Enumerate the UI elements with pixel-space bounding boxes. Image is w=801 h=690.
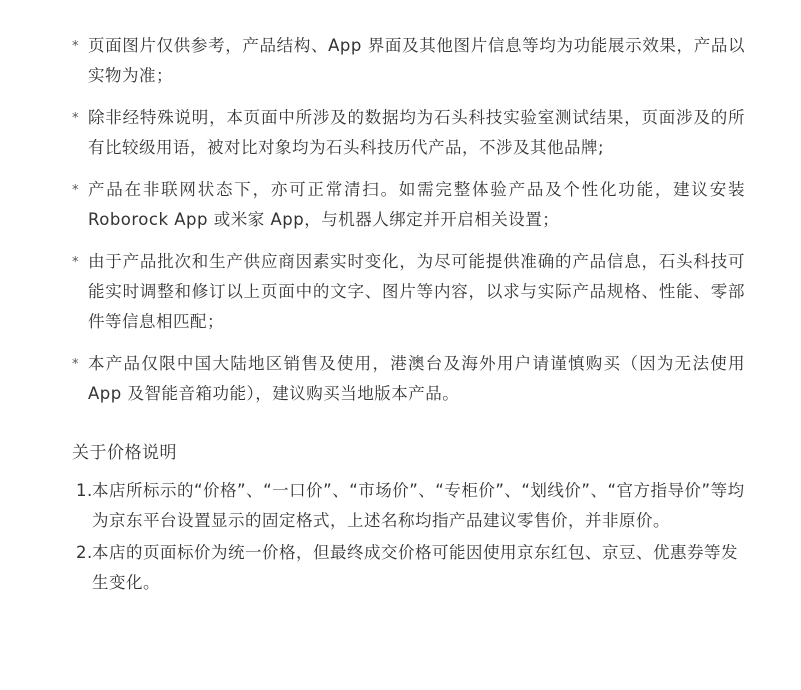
note-text: 由于产品批次和生产供应商因素实时变化，为尽可能提供准确的产品信息，石头科技可能实时调整和修订以上页面中的文字、图片等内容，以求与实际产品规格、性能、零部件等信息相匹配；	[88, 252, 745, 331]
note-text: 页面图片仅供参考，产品结构、App 界面及其他图片信息等均为功能展示效果，产品以实物为准；	[88, 36, 745, 85]
product-notes-list	[72, 0, 745, 409]
asterisk-icon: *	[72, 357, 79, 372]
note-text: 除非经特殊说明，本页面中所涉及的数据均为石头科技实验室测试结果，页面涉及的所有比较级用语，被对比对象均为石头科技历代产品，不涉及其他品牌;	[88, 108, 745, 157]
price-note-item	[72, 538, 745, 598]
note-item	[72, 349, 745, 409]
note-item	[72, 31, 745, 91]
price-section-title: 关于价格说明	[72, 443, 177, 463]
price-notes-list	[72, 476, 745, 598]
asterisk-icon: *	[72, 255, 79, 270]
note-item	[72, 247, 745, 337]
item-number: 1.	[76, 481, 93, 500]
price-note-text: 本店所标示的“价格”、“一口价”、“市场价”、“专柜价”、“划线价”、“官方指导价”等均为京东平台设置显示的固定格式，上述名称均指产品建议零售价，并非原价。	[92, 481, 745, 530]
note-text: 产品在非联网状态下，亦可正常清扫。如需完整体验产品及个性化功能，建议安装 Roborock App 或米家 App，与机器人绑定并开启相关设置；	[88, 180, 745, 229]
price-note-item	[72, 476, 745, 536]
price-note-text: 本店的页面标价为统一价格，但最终成交价格可能因使用京东红包、京豆、优惠券等发生变化。	[92, 543, 738, 592]
note-item	[72, 103, 745, 163]
asterisk-icon: *	[72, 111, 79, 126]
item-number: 2.	[76, 543, 93, 562]
note-text: 本产品仅限中国大陆地区销售及使用，港澳台及海外用户请谨慎购买（因为无法使用 App 及智能音箱功能），建议购买当地版本产品。	[88, 354, 745, 403]
note-item	[72, 175, 745, 235]
asterisk-icon: *	[72, 39, 79, 54]
asterisk-icon: *	[72, 183, 79, 198]
